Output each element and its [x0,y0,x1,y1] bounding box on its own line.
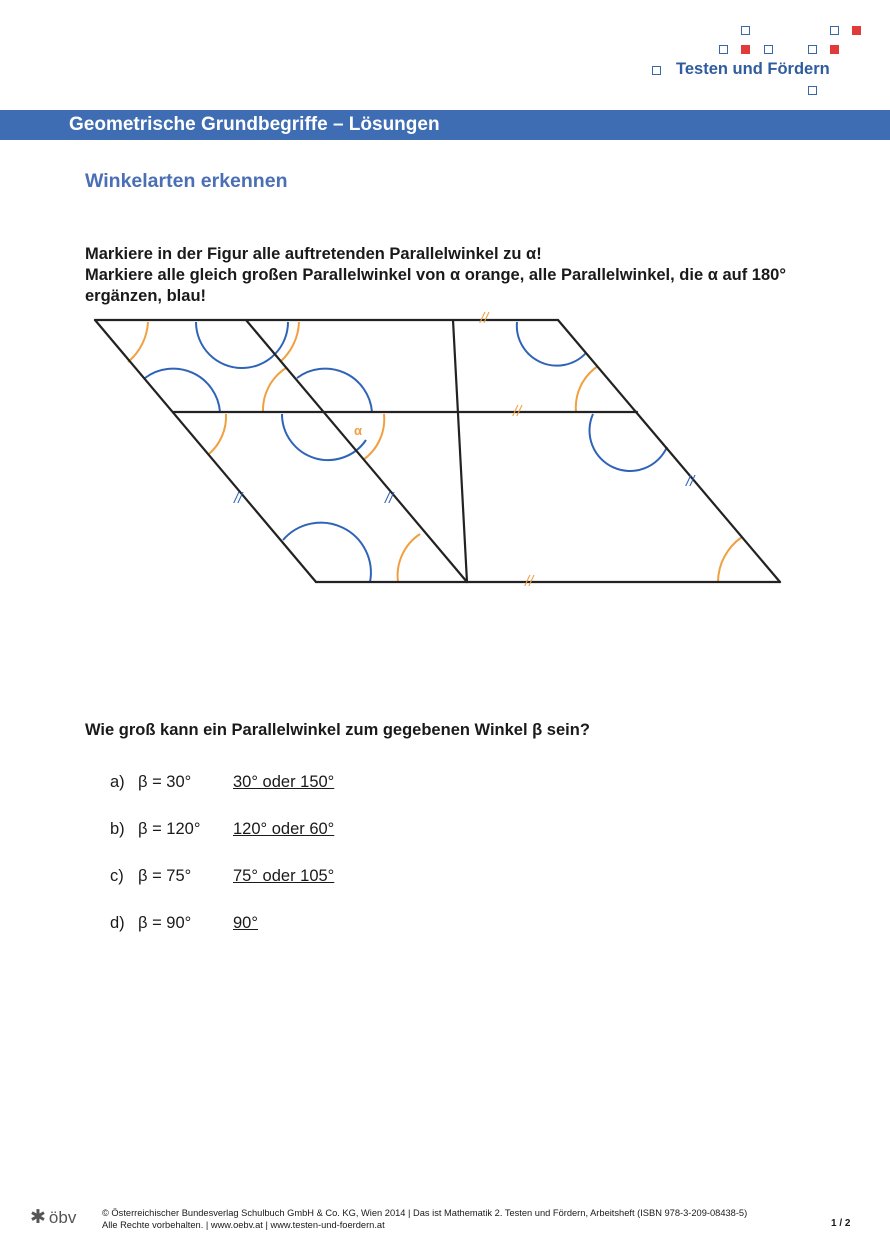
orange-angle-arc [718,537,742,582]
parallel-mark: // [234,490,243,507]
blue-angle-arc [590,414,667,471]
blue-arcs [145,322,667,582]
page-title: Geometrische Grundbegriffe – Lösungen [69,114,440,135]
parallel-marks-blue [233,473,696,507]
vertical-line [453,320,467,582]
answer-label: c) [110,867,124,885]
orange-angle-arc [398,534,420,582]
answer-value: 90° [233,914,258,932]
footer-rights: Alle Rechte vorbehalten. | www.oebv.at | www.testen-und-foerdern.at [102,1220,385,1230]
answer-value: 75° oder 105° [233,867,335,885]
alpha-label: α [354,423,362,438]
answer-label: d) [110,914,125,932]
answer-value: 30° oder 150° [233,773,335,791]
publisher-name: öbv [48,1208,77,1227]
blue-angle-arc [196,322,288,368]
orange-angle-arc [209,414,226,454]
given-angle: β = 75° [138,867,192,885]
parallel-mark: // [513,403,522,420]
orange-angle-arc [576,366,598,412]
answer-value: 120° oder 60° [233,820,335,838]
given-angle: β = 90° [138,914,192,932]
inner-slant [246,320,467,582]
section-title: Winkelarten erkennen [85,170,288,192]
logo-text: Testen und Fördern [676,60,830,78]
parallel-mark: // [385,490,394,507]
instruction-line-1: Markiere in der Figur alle auftretenden Parallelwinkel zu α! [85,245,542,263]
blue-angle-arc [283,523,371,582]
orange-angle-arc [128,322,148,362]
publisher-star-icon: ✱ [30,1207,46,1228]
answer-label: a) [110,773,125,791]
blue-angle-arc [517,322,586,366]
publisher-logo [30,1206,76,1229]
given-angle: β = 120° [138,820,201,838]
orange-angle-arc [363,414,384,460]
instruction-line-2: Markiere alle gleich großen Parallelwinkel von α orange, alle Parallelwinkel, die α auf 180° ergänzen, blau! [85,266,786,305]
page-number: 1 / 2 [831,1218,851,1229]
question-text: Wie groß kann ein Parallelwinkel zum gegebenen Winkel β sein? [85,721,590,739]
answer-label: b) [110,820,125,838]
parallel-mark: // [480,310,489,327]
given-angle: β = 30° [138,773,192,791]
orange-angle-arc [263,368,286,412]
blue-angle-arc [297,369,372,412]
parallel-mark: // [525,573,534,590]
footer-copyright: © Österreichischer Bundesverlag Schulbuch GmbH & Co. KG, Wien 2014 | Das ist Mathematik 2. Testen und Fördern, Arbeitsheft (ISBN 978-3-209-08438-5) [102,1208,748,1218]
parallel-mark: // [686,473,695,490]
right-slant [558,320,780,582]
figure-lines [95,320,780,582]
blue-angle-arc [145,369,220,412]
